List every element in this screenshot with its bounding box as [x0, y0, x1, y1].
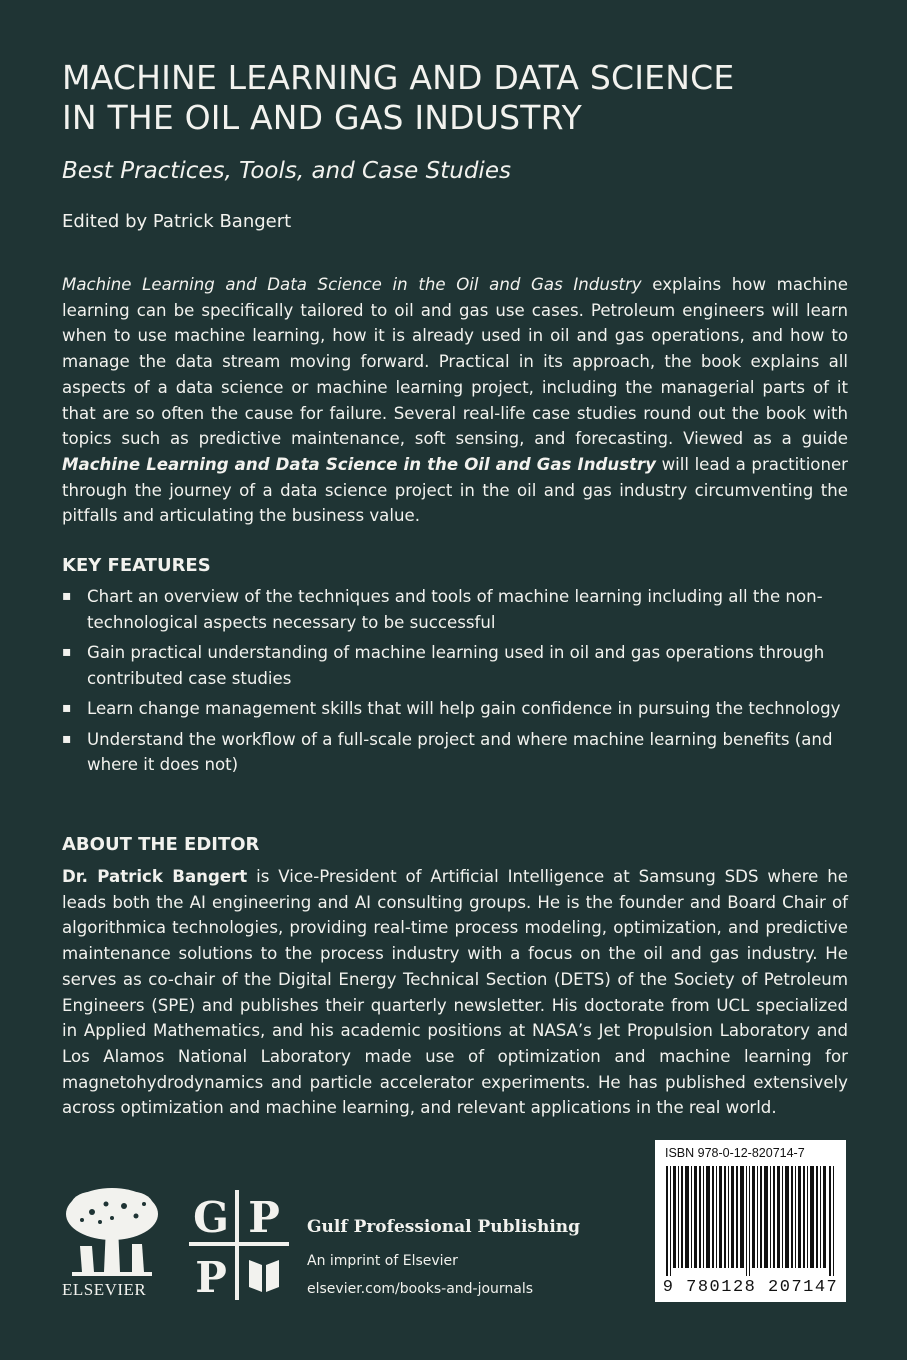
bullet-icon: ▪ [62, 730, 72, 747]
elsevier-wordmark: ELSEVIER [62, 1280, 147, 1299]
book-title [62, 58, 862, 138]
feature-item [62, 584, 852, 635]
key-features-heading: KEY FEATURES [62, 555, 211, 576]
about-editor-text [62, 864, 848, 1121]
publisher-name: Gulf Professional Publishing [307, 1217, 581, 1237]
editor-name: Dr. Patrick Bangert [62, 867, 248, 886]
bullet-icon: ▪ [62, 588, 72, 604]
book-title-italic: Machine Learning and Data Science in the Oil and Gas Industry [62, 275, 642, 294]
publisher-url: elsevier.com/books-and-journals [307, 1281, 534, 1297]
bullet-icon: ▪ [62, 700, 72, 716]
book-title-bold-italic: Machine Learning and Data Science in the Oil and Gas Industry [62, 454, 657, 474]
isbn-barcode [655, 1140, 846, 1302]
book-icon [249, 1260, 279, 1292]
feature-text: Understand the workflow of a full-scale project and where machine learning benefits (and where it does not) [87, 729, 833, 774]
publisher-imprint: An imprint of Elsevier [307, 1253, 458, 1269]
gpp-letter-p1: P [248, 1193, 280, 1242]
book-subtitle: Best Practices, Tools, and Case Studies [62, 158, 511, 184]
barcode-digits: 9 780128 207147 [662, 1278, 839, 1297]
key-features-list [62, 584, 852, 783]
editor-bio: is Vice-President of Artificial Intelligence at Samsung SDS where he leads both the AI engineering and AI consulting groups. He is the founder and Board Chair of algorithmica technologies, providing real-time process modeling, optimization, and predictive maintenance solutions to the process industry with a focus on the oil and gas industry. He serves as co-chair of the Digital Energy Technical Section (DETS) of the Society of Petroleum Engineers (SPE) and publishes their quarterly newsletter. His doctorate from UCL specialized in Applied Mathematics, and his academic positions at NASA’s Jet Propulsion Laboratory and Los Alamos National Laboratory made use of optimization and machine learning for magnetohydrodynamics and particle accelerator experiments. He has published extensively across optimization and machine learning, and relevant applications in the real world. [62, 867, 848, 1118]
title-line-1: MACHINE LEARNING AND DATA SCIENCE [62, 58, 735, 97]
feature-item [62, 640, 852, 691]
isbn-label: ISBN 978-0-12-820714-7 [665, 1146, 805, 1160]
feature-text: Gain practical understanding of machine learning used in oil and gas operations through contributed case studies [87, 643, 825, 688]
book-description [62, 272, 848, 529]
barcode-bars [665, 1166, 836, 1276]
gpp-logo [189, 1190, 289, 1300]
description-text-1: explains how machine learning can be specifically tailored to oil and gas use cases. Petroleum engineers will learn when to use machine learning, how it is already used in oil and gas operations, and how to manage the data stream moving forward. Practical in its approach, the book explains all aspects of a data science or machine learning project, including the managerial parts of it that are so often the cause for failure. Several real-life case studies round out the book with topics such as predictive maintenance, soft sensing, and forecasting. Viewed as a guide [62, 275, 848, 449]
elsevier-tree-logo [62, 1186, 162, 1280]
gpp-letter-g: G [193, 1193, 229, 1242]
feature-text: Learn change management skills that will help gain confidence in pursuing the technology [87, 699, 841, 718]
title-line-2: IN THE OIL AND GAS INDUSTRY [62, 98, 583, 137]
bullet-icon: ▪ [62, 644, 72, 660]
feature-text: Chart an overview of the techniques and tools of machine learning including all the non-technological aspects necessary to be successful [87, 587, 823, 632]
gpp-letter-p2: P [195, 1253, 227, 1300]
about-editor-heading: ABOUT THE EDITOR [62, 834, 260, 855]
feature-item [62, 727, 852, 778]
description-text-2: will lead a practitioner through the journey of a data science project in the oil and gas industry circumventing the pitfalls and articulating the business value. [62, 454, 849, 526]
editor-credit: Edited by Patrick Bangert [62, 211, 292, 232]
feature-item [62, 696, 852, 722]
